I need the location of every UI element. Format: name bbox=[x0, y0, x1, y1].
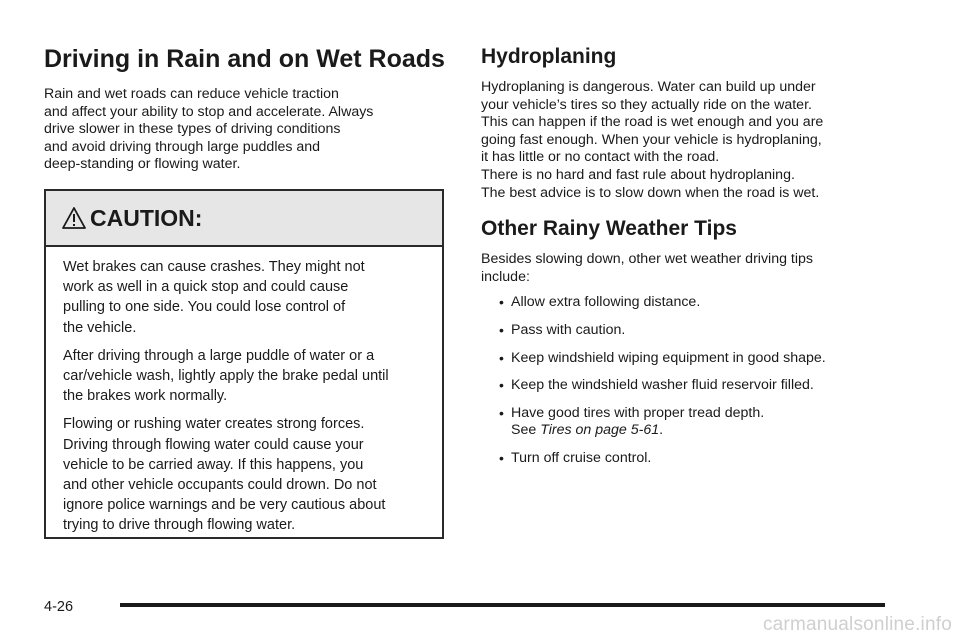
list-item-text: Pass with caution. bbox=[511, 321, 626, 338]
see-prefix: See bbox=[511, 422, 541, 439]
caution-box bbox=[44, 189, 444, 539]
left-column bbox=[44, 44, 448, 174]
rainy-tips-heading: Other Rainy Weather Tips bbox=[481, 217, 737, 241]
bullet-icon: • bbox=[499, 404, 504, 421]
bullet-icon: • bbox=[499, 294, 504, 311]
caution-body bbox=[46, 247, 442, 536]
bullet-icon: • bbox=[499, 349, 504, 366]
bullet-icon: • bbox=[499, 449, 504, 466]
watermark: carmanualsonline.info bbox=[762, 614, 952, 635]
hydroplaning-heading: Hydroplaning bbox=[481, 45, 617, 68]
rainy-tips-list bbox=[481, 294, 901, 467]
tires-page-reference-link[interactable]: Tires on page 5-61 bbox=[540, 422, 660, 439]
list-item bbox=[481, 450, 901, 468]
bullet-icon: • bbox=[499, 321, 504, 338]
list-item bbox=[481, 405, 901, 440]
caution-paragraph: After driving through a large puddle of water or a car/vehicle wash, lightly apply the brake pedal until the brakes work normally. bbox=[63, 347, 389, 405]
see-suffix: . bbox=[659, 422, 664, 439]
list-item bbox=[481, 350, 901, 368]
list-item bbox=[481, 322, 901, 340]
page-title: Driving in Rain and on Wet Roads bbox=[44, 45, 445, 73]
caution-header bbox=[46, 191, 442, 247]
list-item-text: Keep the windshield washer fluid reservoir filled. bbox=[511, 377, 814, 394]
caution-paragraph: Wet brakes can cause crashes. They might not work as well in a quick stop and could cause pulling to one side. You could lose control of the vehicle. bbox=[63, 259, 365, 336]
list-item bbox=[481, 377, 901, 395]
hydroplaning-paragraph: Hydroplaning is dangerous. Water can build up under your vehicle’s tires so they actually ride on the water. This can happen if the road is wet enough and you are going fast enough. When your vehicle is hydroplaning, it has little or no contact with the road. bbox=[481, 79, 824, 166]
rainy-tips-intro: Besides slowing down, other wet weather driving tips include: bbox=[481, 251, 813, 285]
intro-paragraph: Rain and wet roads can reduce vehicle traction and affect your ability to stop and accelerate. Always drive slower in these types of driving conditions and avoid driving through large puddles and deep-standing or flowing water. bbox=[44, 86, 374, 173]
caution-paragraph: Flowing or rushing water creates strong forces. Driving through flowing water could cause your vehicle to be carried away. If this happens, you and other vehicle occupants could drown. Do not ignore police warnings and be very cautious about trying to drive through flowing water. bbox=[63, 416, 386, 534]
caution-title: CAUTION: bbox=[90, 204, 203, 231]
list-item bbox=[481, 294, 901, 312]
warning-triangle-icon bbox=[62, 206, 86, 230]
bullet-icon: • bbox=[499, 377, 504, 394]
list-item-text: Turn off cruise control. bbox=[511, 449, 652, 466]
list-item-text: Allow extra following distance. bbox=[511, 294, 701, 311]
hydroplaning-advice-paragraph: There is no hard and fast rule about hydroplaning. The best advice is to slow down when the road is wet. bbox=[481, 166, 820, 201]
list-item-text: Keep windshield wiping equipment in good shape. bbox=[511, 349, 826, 366]
right-column bbox=[481, 44, 901, 478]
footer-divider bbox=[120, 603, 885, 607]
cross-reference bbox=[511, 422, 901, 440]
list-item-text: Have good tires with proper tread depth. bbox=[511, 404, 765, 421]
page-number: 4-26 bbox=[44, 599, 74, 615]
